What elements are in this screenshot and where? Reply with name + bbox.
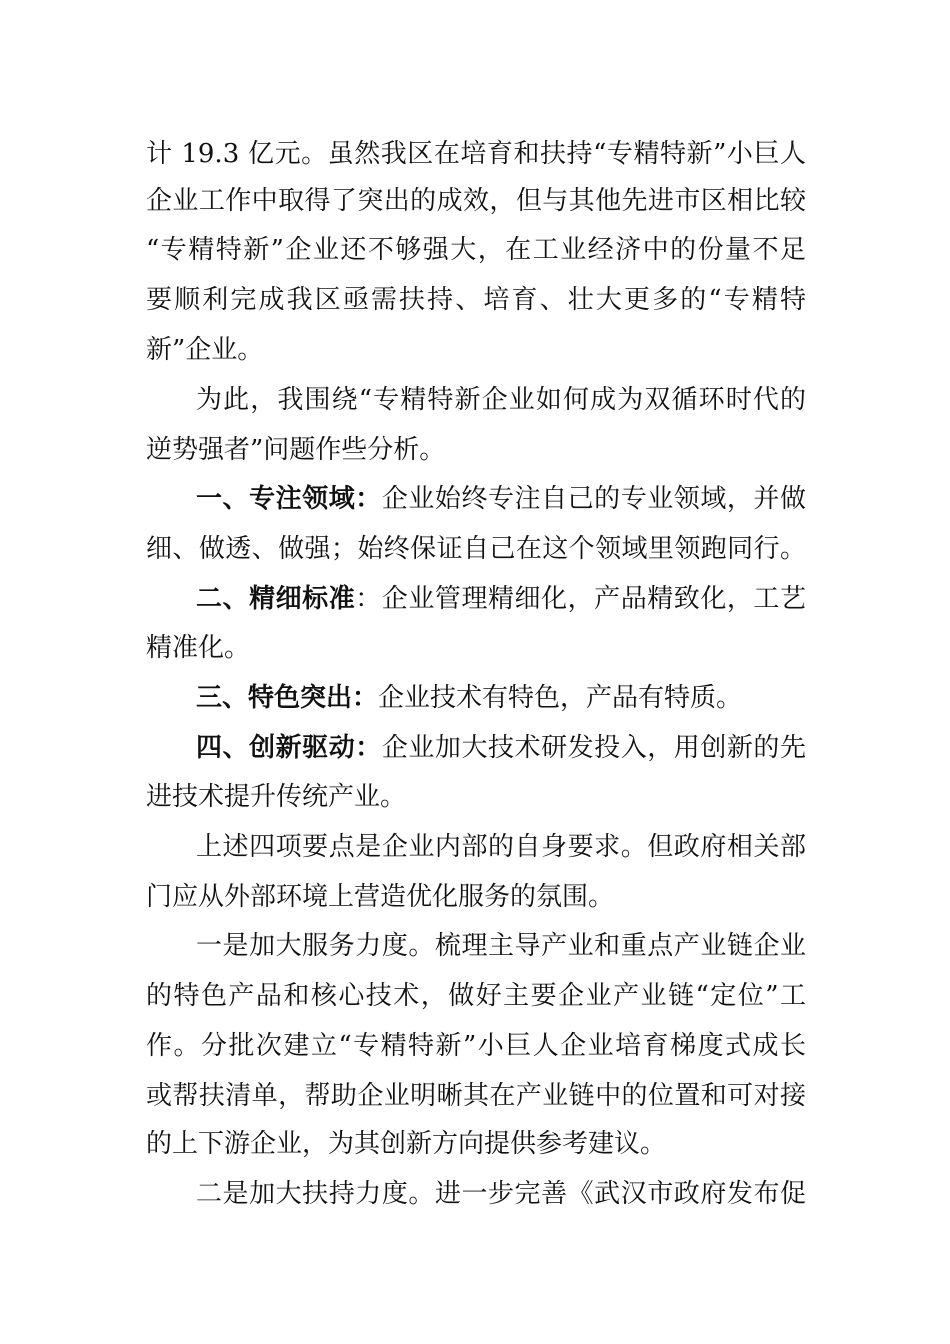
body-line-2: 企业工作中取得了突出的成效，但与其他先进市区相比较 (146, 186, 806, 216)
body-line-4: 要顺利完成我区亟需扶持、培育、壮大更多的“专精特 (146, 285, 806, 315)
body-line-22: 二是加大扶持力度。进一步完善《武汉市政府发布促 (196, 1179, 806, 1209)
body-line-19: 作。分批次建立“专精特新”小巨人企业培育梯度式成长 (146, 1031, 806, 1061)
body-line-7: 逆势强者”问题作些分析。 (146, 435, 446, 465)
body-line-21: 的上下游企业，为其创新方向提供参考建议。 (146, 1129, 667, 1159)
body-line-6: 为此，我围绕“专精特新企业如何成为双循环时代的 (196, 385, 806, 415)
body-line-16: 门应从外部环境上营造优化服务的氛围。 (146, 882, 615, 912)
body-line-11: 精准化。 (146, 633, 251, 663)
body-line-9: 细、做透、做强；始终保证自己在这个领域里领跑同行。 (146, 534, 806, 564)
point-three-text: 企业技术有特色，产品有特质。 (378, 683, 743, 713)
point-four-line (196, 728, 806, 768)
point-one-heading: 一、专注领域： (196, 484, 382, 514)
body-line-15: 上述四项要点是企业内部的自身要求。但政府相关部 (196, 832, 806, 862)
body-line-3: “专精特新”企业还不够强大，在工业经济中的份量不足 (146, 235, 806, 265)
body-line-1: 计 19.3 亿元。虽然我区在培育和扶持“专精特新”小巨人 (146, 139, 806, 169)
point-three-heading: 三、特色突出： (196, 683, 379, 713)
point-one-text: 企业始终专注自己的专业领域，并做 (381, 484, 806, 514)
point-two-line (196, 579, 806, 619)
point-two-text: ：企业管理精细化，产品精致化，工艺 (355, 584, 806, 614)
body-line-18: 的特色产品和核心技术，做好主要企业产业链“定位”工 (146, 981, 806, 1011)
body-line-20: 或帮扶清单，帮助企业明晰其在产业链中的位置和可对接 (146, 1081, 806, 1111)
point-three-line (196, 678, 806, 718)
point-one-line (196, 479, 806, 519)
body-line-17: 一是加大服务力度。梳理主导产业和重点产业链企业 (196, 931, 806, 961)
body-line-5: 新”企业。 (146, 335, 264, 365)
point-two-heading: 二、精细标准 (196, 584, 356, 614)
body-line-14: 进技术提升传统产业。 (146, 782, 407, 812)
point-four-heading: 四、创新驱动： (196, 733, 382, 763)
point-four-text: 企业加大技术研发投入，用创新的先 (381, 733, 806, 763)
